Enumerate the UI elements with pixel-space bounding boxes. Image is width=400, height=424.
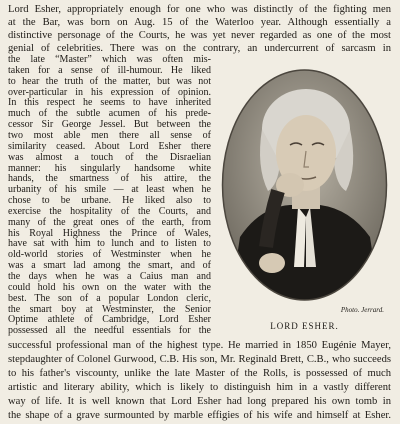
text-line: was almost a touch of the Disraelian (8, 151, 211, 163)
text-line: could hold his own on the water with the (8, 281, 211, 293)
text-line: artistic and literary ability, which is likely to distinguish him in a vastly different (8, 381, 391, 393)
text-line: possessed all the needful essentials for the (8, 325, 211, 337)
text-line: best. The son of a popular London cleric, (8, 292, 211, 304)
text-line: taken for a sense of ill-humour. He liked (8, 64, 211, 76)
portrait-photo (220, 67, 389, 303)
text-line: manner: his singularly handsome white (8, 162, 211, 174)
text-line: successful professional man of the highest type. He married in 1850 Eugénie Mayer, (8, 340, 391, 351)
text-line: his Royal Highness the Prince of Wales, (8, 227, 211, 239)
text-line: urbanity of his smile — at least when he (8, 184, 211, 196)
text-line: over-particular in his expression of opinion. (8, 86, 211, 98)
text-line: In this respect he seems to have inherited (8, 97, 211, 109)
text-line: way of life. It is well known that Lord Esher had long prepared his own tomb in (8, 395, 391, 407)
text-line: similarity ceased. About Lord Esher there (8, 140, 211, 152)
text-line: cessor Sir George Jessel. But between the (8, 119, 211, 131)
text-line: much of the subtle acumen of his prede- (8, 108, 211, 120)
text-line: the shape of a grave surmounted by marble effigies of his wife and himself at Esher. (8, 409, 391, 421)
text-line: Optime athlete of Cambridge, Lord Esher (8, 314, 211, 326)
text-line: stepdaughter of Colonel Gurwood, C.B. His son, Mr. Reginald Brett, C.B., who succeeds (8, 353, 391, 365)
text-line: distinctive personage of the Courts, he was yet never regarded as one of the most (8, 30, 391, 41)
text-line: the smart boy at Westminster, the Senior (8, 303, 211, 315)
text-line: was a smart lad among the smart, and of (8, 260, 211, 272)
portrait-caption: LORD ESHER. (270, 321, 339, 331)
text-line: many of the great ones of the earth, from (8, 216, 211, 228)
text-line: genial of celebrities. There was on the contrary, an undercurrent of sarcasm in (8, 43, 391, 54)
text-line: the days when he was a Caius man and (8, 271, 211, 282)
text-line: exercise the hospitality of the Courts, and (8, 205, 211, 217)
text-line: two most able men there all sense of (8, 129, 211, 141)
text-line: to hear the truth of the matter, but was not (8, 75, 211, 87)
text-line: hands, the smartness of his attire, the (8, 173, 211, 185)
text-line: have sat with him to lunch and to listen to (8, 238, 211, 250)
photo-credit: Photo. Jerrard. (340, 306, 384, 314)
text-line: the late “Master” which was often mis- (8, 54, 211, 65)
text-line: at the Bar, was born on Aug. 15 of the Waterloo year. Although essentially a (8, 17, 391, 28)
text-line: Lord Esher, appropriately enough for one who was distinctly of the fighting men (8, 4, 391, 15)
text-line: to his father's viscounty, unlike the late Master of the Rolls, is possessed of much (8, 367, 391, 379)
text-line: old-world stories of Westminster when he (8, 249, 211, 261)
text-line: chose to be urbane. He liked also to (8, 195, 211, 206)
